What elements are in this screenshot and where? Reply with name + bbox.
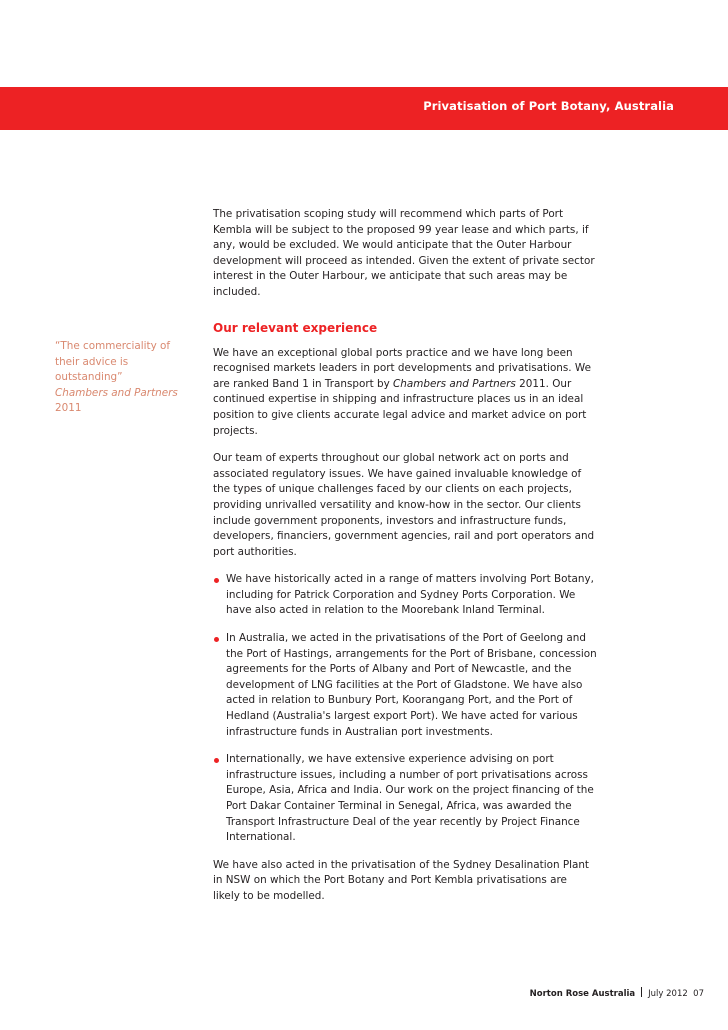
section-heading: Our relevant experience — [213, 320, 378, 335]
intro-paragraph: The privatisation scoping study will recommend which parts of Port Kembla will be subject to the proposed 99 year lease and which parts, if any, would be excluded. We would anticipate that the Outer Harbour development will proceed as intended. Given the extent of private sector interest in the Outer Harbour, we anticipate that such areas may be included. — [213, 208, 595, 298]
list-item-text: We have historically acted in a range of matters involving Port Botany, including for Patrick Corporation and Sydney Ports Corporation. We have also acted in relation to the Moorebank Inland Terminal. — [226, 573, 594, 617]
footer-divider — [641, 987, 642, 997]
experience-p1-text-b: 2011. Our continued expertise in shipping and infrastructure places us in an ideal position to give clients accurate legal advice and market advice on port projects. — [213, 377, 587, 437]
list-item-text: In Australia, we acted in the privatisations of the Port of Geelong and the Port of Hastings, arrangements for the Port of Brisbane, concession agreements for the Ports of Albany and Port of Newcastle, and the development of LNG facilities at the Port of Gladstone. We have also acted in relation to Bunbury Port, Koorangang Port, and the Port of Hedland (Australia's largest export Port). We have acted for various infrastructure funds in Australian port investments. — [226, 632, 597, 738]
main-content — [213, 207, 597, 917]
list-item — [213, 572, 597, 619]
page-title: Privatisation of Port Botany, Australia — [423, 99, 674, 113]
footer-firm: Norton Rose Australia — [529, 989, 636, 999]
experience-paragraph-2: Our team of experts throughout our global network act on ports and associated regulatory issues. We have gained invaluable knowledge of the types of unique challenges faced by our clients on each projects, providing unrivalled versatility and know-how in the sector. Our clients include government proponents, investors and infrastructure funds, developers, financiers, government agencies, rail and port operators and port authorities. — [213, 452, 595, 558]
bullet-icon — [214, 578, 219, 583]
bullet-icon — [214, 758, 219, 763]
list-item — [213, 631, 597, 740]
page-footer — [530, 987, 704, 999]
footer-date: July 2012 — [648, 989, 688, 999]
pull-quote-source: Chambers and Partners — [55, 386, 178, 399]
experience-paragraph-1 — [213, 346, 597, 440]
pull-quote-year: 2011 — [55, 402, 82, 415]
chambers-italic: Chambers and Partners — [393, 377, 516, 390]
list-item-text: Internationally, we have extensive experience advising on port infrastructure issues, including a number of port privatisations across Europe, Asia, Africa and India. Our work on the project financing of the Port Dakar Container Terminal in Senegal, Africa, was awarded the Transport Infrastructure Deal of the year recently by Project Finance International. — [226, 753, 594, 844]
bullet-icon — [214, 637, 219, 642]
page-number: 07 — [693, 989, 704, 999]
pull-quote — [55, 339, 195, 417]
list-item — [213, 752, 597, 846]
pull-quote-text: “The commerciality of their advice is outstanding” — [55, 340, 171, 384]
closing-paragraph: We have also acted in the privatisation of the Sydney Desalination Plant in NSW on which the Port Botany and Port Kembla privatisations are likely to be modelled. — [213, 858, 590, 902]
experience-list — [213, 572, 597, 846]
header-banner — [0, 87, 728, 130]
experience-p1-text-a: We have an exceptional global ports practice and we have long been recognised markets leaders in port developments and privatisations. We are ranked Band 1 in Transport by — [213, 346, 591, 390]
